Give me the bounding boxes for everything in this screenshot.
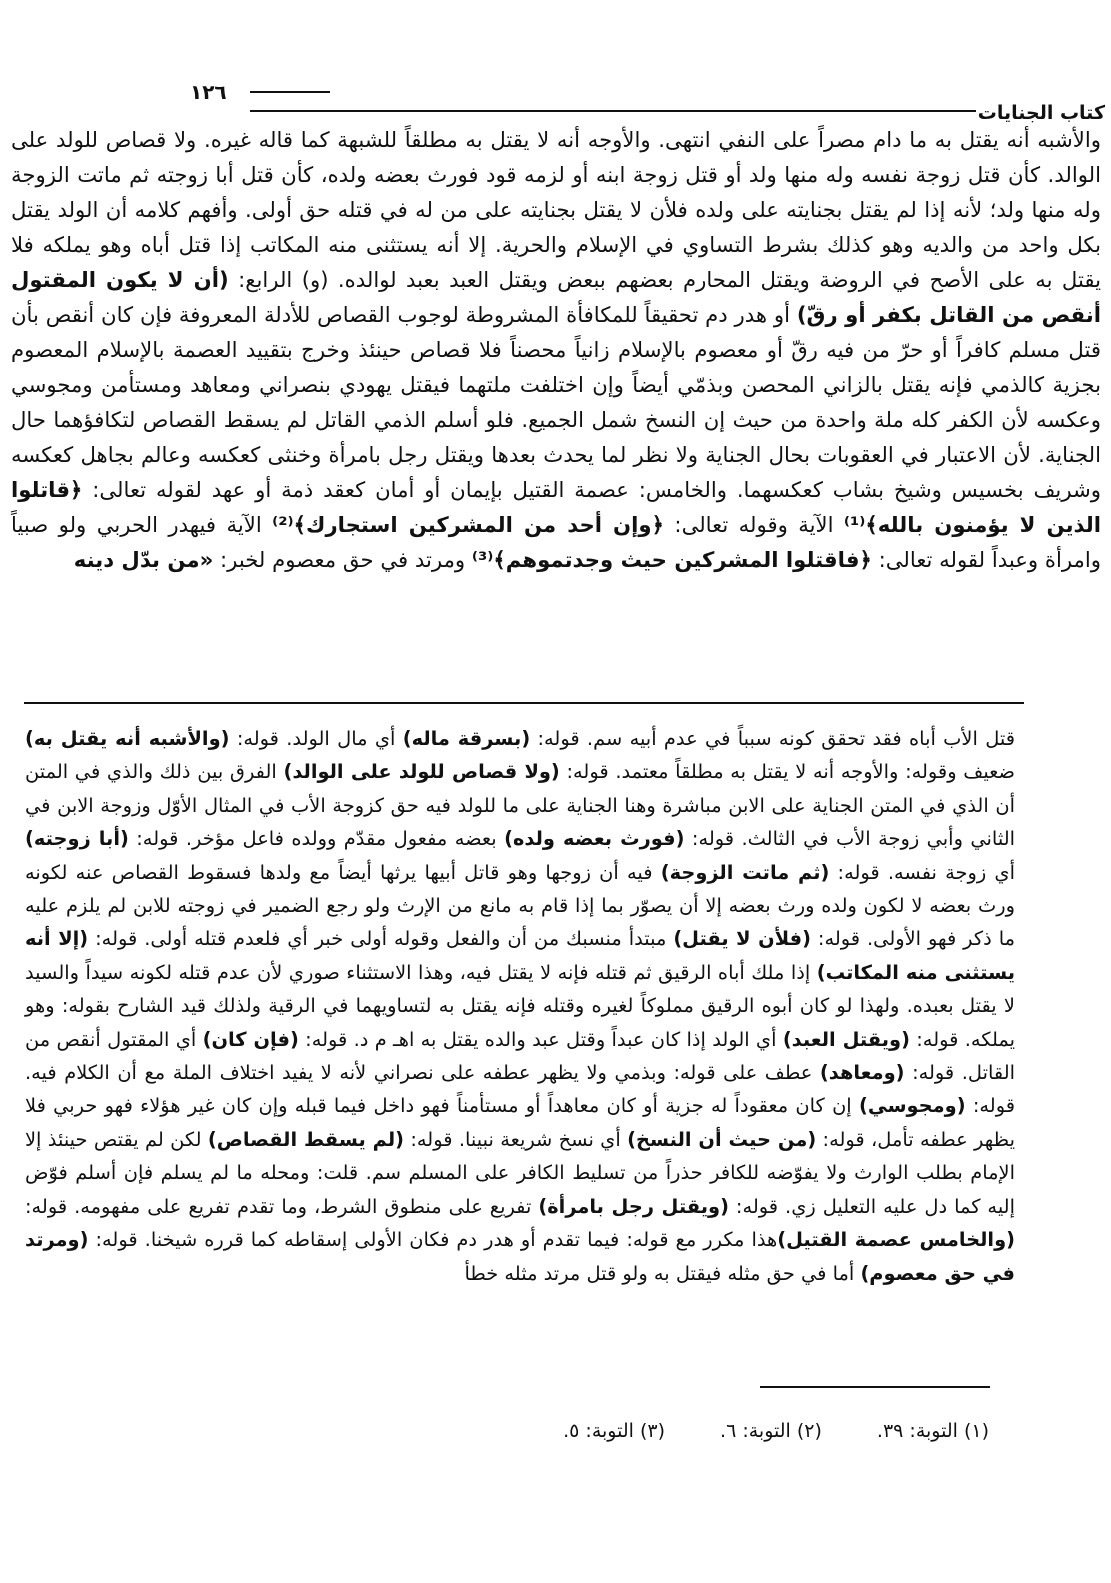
commentary-lemma: (ومرتد في حق معصوم) bbox=[25, 1228, 1015, 1285]
footnotes bbox=[508, 1420, 989, 1442]
main-text-segment: الآية فيهدر الحربي ولو صبياً وامرأة وعبداً لقوله تعالى: bbox=[11, 512, 1101, 572]
footnote-1: (١) التوبة: ٣٩. bbox=[876, 1420, 989, 1442]
commentary-segment: إن كان معقوداً له جزية أو كان معاهداً أو مستأمناً فهو داخل فيما قبله وإن كان غير هؤلاء فهو حربي فلا يظهر عطفه تأمل، قوله: bbox=[25, 1094, 1015, 1151]
commentary-segment: تفريع على منطوق الشرط، وما تقدم تفريع على مفهومه. قوله: bbox=[25, 1194, 539, 1218]
main-text-separator bbox=[24, 702, 1024, 704]
commentary-segment: إذا ملك أباه الرقيق ثم قتله فإنه لا يقتل فيه، وهذا الاستثناء صوري لأن عدم قتله لكونه سيداً والسيد لا يقتل بعبده. ولهذا لو كان أبوه الرقيق مملوكاً لغيره وقتله فإنه يقتل به لتساويهما في الرقية ولذلك قيد الشارح بقوله: وهو يملكه. قوله: bbox=[25, 960, 1015, 1051]
commentary-segment: أما في حق مثله فيقتل به ولو قتل مرتد مثله خطأ bbox=[464, 1261, 861, 1285]
commentary-segment: ضعيف وقوله: والأوجه أنه لا يقتل به مطلقاً معتمد. قوله: bbox=[559, 760, 1015, 784]
commentary-lemma: (ويقتل رجل بامرأة) bbox=[538, 1194, 729, 1218]
commentary-lemma: (والخامس عصمة القتيل) bbox=[777, 1228, 1015, 1252]
footnote-2: (٢) التوبة: ٦. bbox=[720, 1420, 822, 1442]
commentary-segment: مبتدأ منسبك من أن والفعل وقوله أولى خبر أي فلعدم قتله أولى. قوله: bbox=[88, 927, 674, 951]
main-text-segment: والأشبه أنه يقتل به ما دام مصراً على النفي انتهى. والأوجه أنه لا يقتل به مطلقاً للشبهة كما قاله غيره. ولا قصاص للولد على الوالد. كأن قتل زوجة نفسه وله منها ولد أو قتل زوجة ابنه أو لزمه قود فورث بعضه ولده، كأن قتل أبا زوجته ثم ماتت الزوجة وله منها ولد؛ لأنه إذا لم يقتل بجنايته على ولده فلأن لا يقتل بجنايته على من له في قتله حق أولى. وأفهم كلامه أن الولد يقتل بكل واحد من والديه وهو كذلك بشرط التساوي في الإسلام والحرية. إلا أنه يستثنى منه المكاتب إذا قتل أباه وهو يملكه فلا يقتل به على الأصح في الروضة ويقتل المحارم بعضهم ببعض ويقتل العبد بعبد لوالده. (و) الرابع: bbox=[11, 127, 1101, 292]
commentary-segment: بعضه مفعول مقدّم وولده فاعل مؤخر. قوله: bbox=[128, 827, 505, 851]
commentary-segment: أي زوجة نفسه. قوله: bbox=[829, 860, 1015, 884]
commentary-lemma: (فورث بعضه ولده) bbox=[504, 827, 685, 851]
commentary-lemma: (ومعاهد) bbox=[819, 1061, 905, 1085]
commentary-segment: قتل الأب أباه فقد تحقق كونه سبباً في عدم أبيه سم. قوله: bbox=[530, 727, 1016, 750]
commentary-lemma: (أبا زوجته) bbox=[25, 827, 129, 851]
quran-quote-1: ﴿قاتلوا الذين لا يؤمنون بالله﴾⁽¹⁾ bbox=[11, 477, 1101, 537]
commentary-lemma: (فلأن لا يقتل) bbox=[673, 927, 811, 951]
main-text bbox=[11, 122, 1101, 577]
page-number-rule bbox=[250, 91, 330, 93]
commentary-lemma: (ثم ماتت الزوجة) bbox=[660, 860, 830, 884]
commentary-segment: أي نسخ شريعة نبينا. قوله: bbox=[404, 1127, 628, 1151]
commentary-segment: أي مال الولد. قوله: bbox=[229, 727, 403, 750]
commentary-lemma: (ولا قصاص للولد على الوالد) bbox=[283, 760, 560, 784]
commentary-segment: لكن لم يقتص حينئذ إلا الإمام بطلب الوارث ولا يفوّضه للكافر حذراً من تسليط الكافر على المسلم سم. قلت: ومحله ما لم يسلم فإن أسلم فوّض إليه كما دل عليه التعليل زي. قوله: bbox=[25, 1127, 1015, 1218]
commentary-segment: أي المقتول أنقص من القاتل. قوله: bbox=[25, 1027, 1015, 1085]
commentary-lemma: (لم يسقط القصاص) bbox=[207, 1127, 405, 1151]
commentary-segment: فيه أن زوجها وهو قاتل أبيها يرثها أيضاً مع ولدها فسقوط القصاص عنه لكونه ورث بعضه لا لكون ولده ورث بعضه إلا أن يصوّر بما إذا قام به مانع من الإرث ولو رجع الضمير في زوجته للابن لم يلزم عليه ما ذكر فهو الأولى. قوله: bbox=[25, 860, 1015, 951]
commentary-paragraph bbox=[25, 722, 1015, 1290]
commentary-lemma: (والأشبه أنه يقتل به) bbox=[25, 727, 230, 750]
main-text-segment: الآية وقوله تعالى: bbox=[664, 512, 844, 537]
commentary-lemma: (من حيث أن النسخ) bbox=[627, 1127, 817, 1151]
commentary-segment: هذا مكرر مع قوله: فيما تقدم أو هدر دم فكان الأولى إسقاطه كما قرره شيخنا. قوله: bbox=[88, 1228, 778, 1252]
commentary-segment: أي الولد إذا كان عبداً وقتل عبد والده يقتل به اهـ م د. قوله: bbox=[298, 1027, 783, 1051]
commentary-segment: عطف على قوله: وبذمي ولا يظهر عطفه على نصراني لأنه لا يفيد اختلاف الملة مع أن الكلام فيه. قوله: bbox=[25, 1061, 1015, 1118]
commentary-lemma: (إلا أنه يستثنى منه المكاتب) bbox=[25, 927, 1016, 984]
page-header bbox=[130, 80, 1111, 124]
commentary bbox=[25, 722, 1015, 1290]
commentary-segment: الفرق بين ذلك والذي في المتن أن الذي في المتن الجناية على الابن مباشرة وهنا الجناية على ما للولد فيه حق كزوجة الأب في المثال الأوّل وزوجة الابن في الثاني وأبي زوجة الأب في الثالث. قوله: bbox=[25, 760, 1015, 851]
footnote-3: (٣) التوبة: ٥. bbox=[563, 1420, 666, 1442]
commentary-lemma: (بسرقة ماله) bbox=[402, 727, 531, 750]
running-title: كتاب الجنايات bbox=[977, 102, 1105, 124]
main-text-segment: أو هدر دم تحقيقاً للمكافأة المشروطة لوجوب القصاص للأدلة المعروفة فإن كان أنقص بأن قتل مسلم كافراً أو حرّ من فيه رقّ أو معصوم بالإسلام زانياً محصناً فلا قصاص حينئذ وخرج بتقييد العصمة بالإسلام المعصوم بجزية كالذمي فإنه يقتل بالزاني المحصن وبذمّي أيضاً وإن اختلفت ملتهما فيقتل يهودي بنصراني ومعاهد ومستأمن ومجوسي وعكسه لأن الكفر كله ملة واحدة من حيث إن النسخ شمل الجميع. فلو أسلم الذمي القاتل لم يسقط القصاص لتكافؤهما حال الجناية. لأن الاعتبار في العقوبات بحال الجناية ولا نظر لما يحدث بعدها ويقتل رجل بامرأة وخنثى كعكسه وعالم بجاهل كعكسه وشريف بخسيس وشيخ بشاب كعكسهما. والخامس: عصمة القتيل بإيمان أو أمان كعقد ذمة أو عهد لقوله تعالى: bbox=[11, 302, 1101, 502]
header-rule bbox=[250, 110, 976, 112]
commentary-lemma: (ومجوسي) bbox=[858, 1094, 966, 1118]
commentary-lemma: (ويقتل العبد) bbox=[782, 1027, 910, 1051]
quran-quote-3: ﴿فاقتلوا المشركين حيث وجدتموهم﴾⁽³⁾ bbox=[471, 547, 872, 572]
main-paragraph bbox=[11, 122, 1101, 577]
page-number: ١٢٦ bbox=[190, 80, 227, 104]
footnote-separator bbox=[760, 1386, 990, 1388]
quran-quote-2: ﴿وإن أحد من المشركين استجارك﴾⁽²⁾ bbox=[272, 512, 664, 537]
commentary-lemma: (فإن كان) bbox=[202, 1027, 299, 1051]
main-text-emphasis: (أن لا يكون المقتول أنقص من القاتل بكفر أو رقّ) bbox=[11, 267, 1101, 327]
hadith-quote: «من بدّل دينه bbox=[73, 547, 214, 572]
main-text-segment: ومرتد في حق معصوم لخبر: bbox=[213, 547, 472, 572]
